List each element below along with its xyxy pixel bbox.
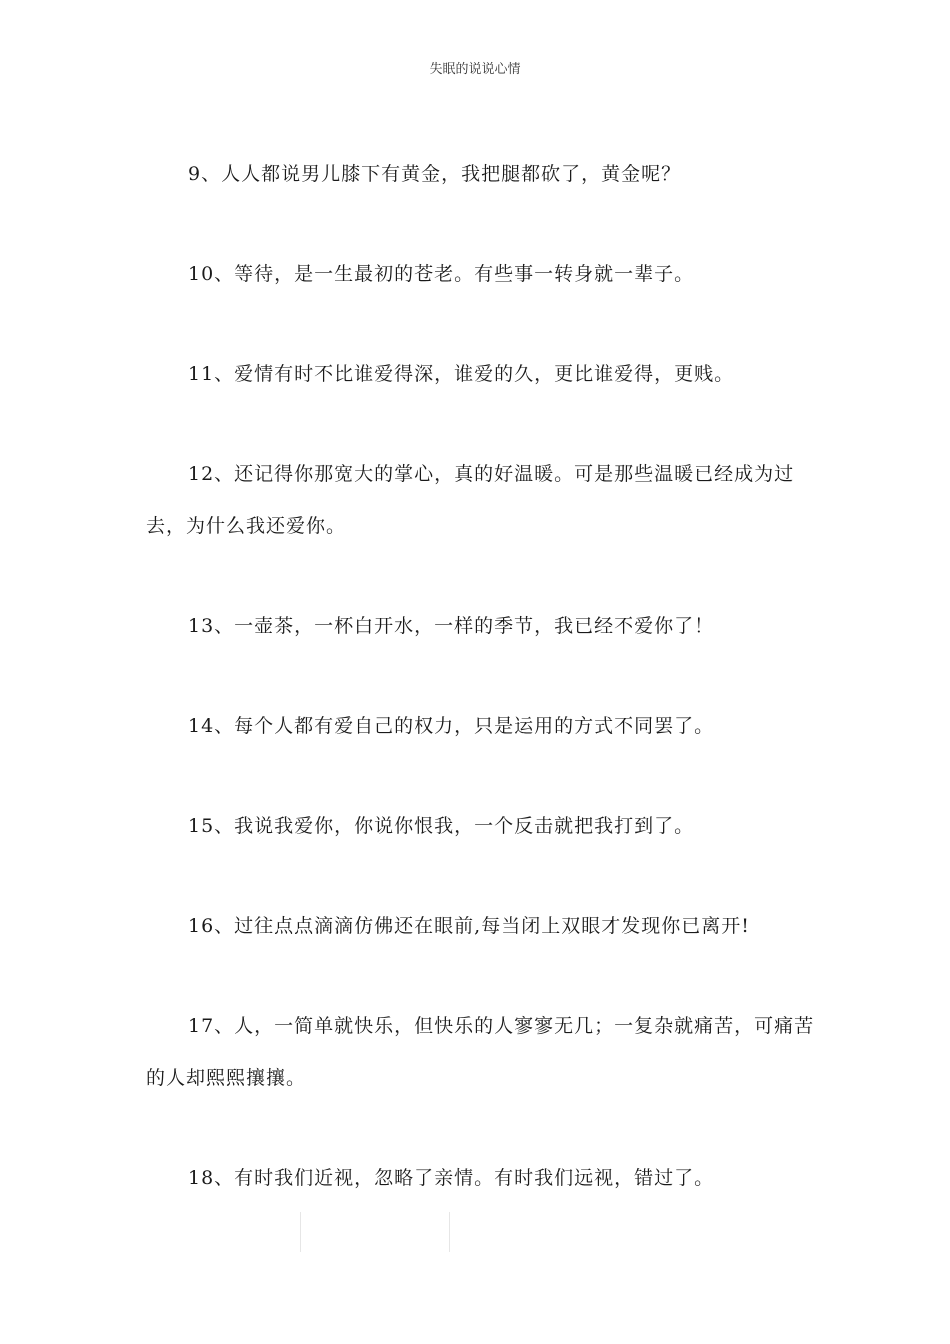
paragraph-16: 16、过往点点滴滴仿佛还在眼前,每当闭上双眼才发现你已离开!	[188, 915, 750, 937]
page-header-title: 失眠的说说心情	[429, 62, 521, 77]
paragraph-12: 12、还记得你那宽大的掌心，真的好温暖。可是那些温暖已经成为过去，为什么我还爱你。	[146, 463, 795, 537]
page-footer-divider	[300, 1212, 450, 1252]
paragraph-15: 15、我说我爱你，你说你恨我，一个反击就把我打到了。	[188, 815, 695, 837]
paragraph-17: 17、人，一简单就快乐，但快乐的人寥寥无几；一复杂就痛苦，可痛苦的人却熙熙攘攘。	[146, 1015, 815, 1089]
paragraph-14: 14、每个人都有爱自己的权力，只是运用的方式不同罢了。	[188, 715, 715, 737]
paragraph-9: 9、人人都说男儿膝下有黄金，我把腿都砍了，黄金呢？	[188, 163, 682, 185]
document-body	[146, 148, 826, 1252]
paragraph-10: 10、等待，是一生最初的苍老。有些事一转身就一辈子。	[188, 263, 695, 285]
paragraph-11: 11、爱情有时不比谁爱得深，谁爱的久，更比谁爱得，更贱。	[188, 363, 735, 385]
paragraph-13: 13、一壶茶，一杯白开水，一样的季节，我已经不爱你了！	[188, 615, 715, 637]
paragraph-18: 18、有时我们近视，忽略了亲情。有时我们远视，错过了。	[188, 1167, 715, 1189]
